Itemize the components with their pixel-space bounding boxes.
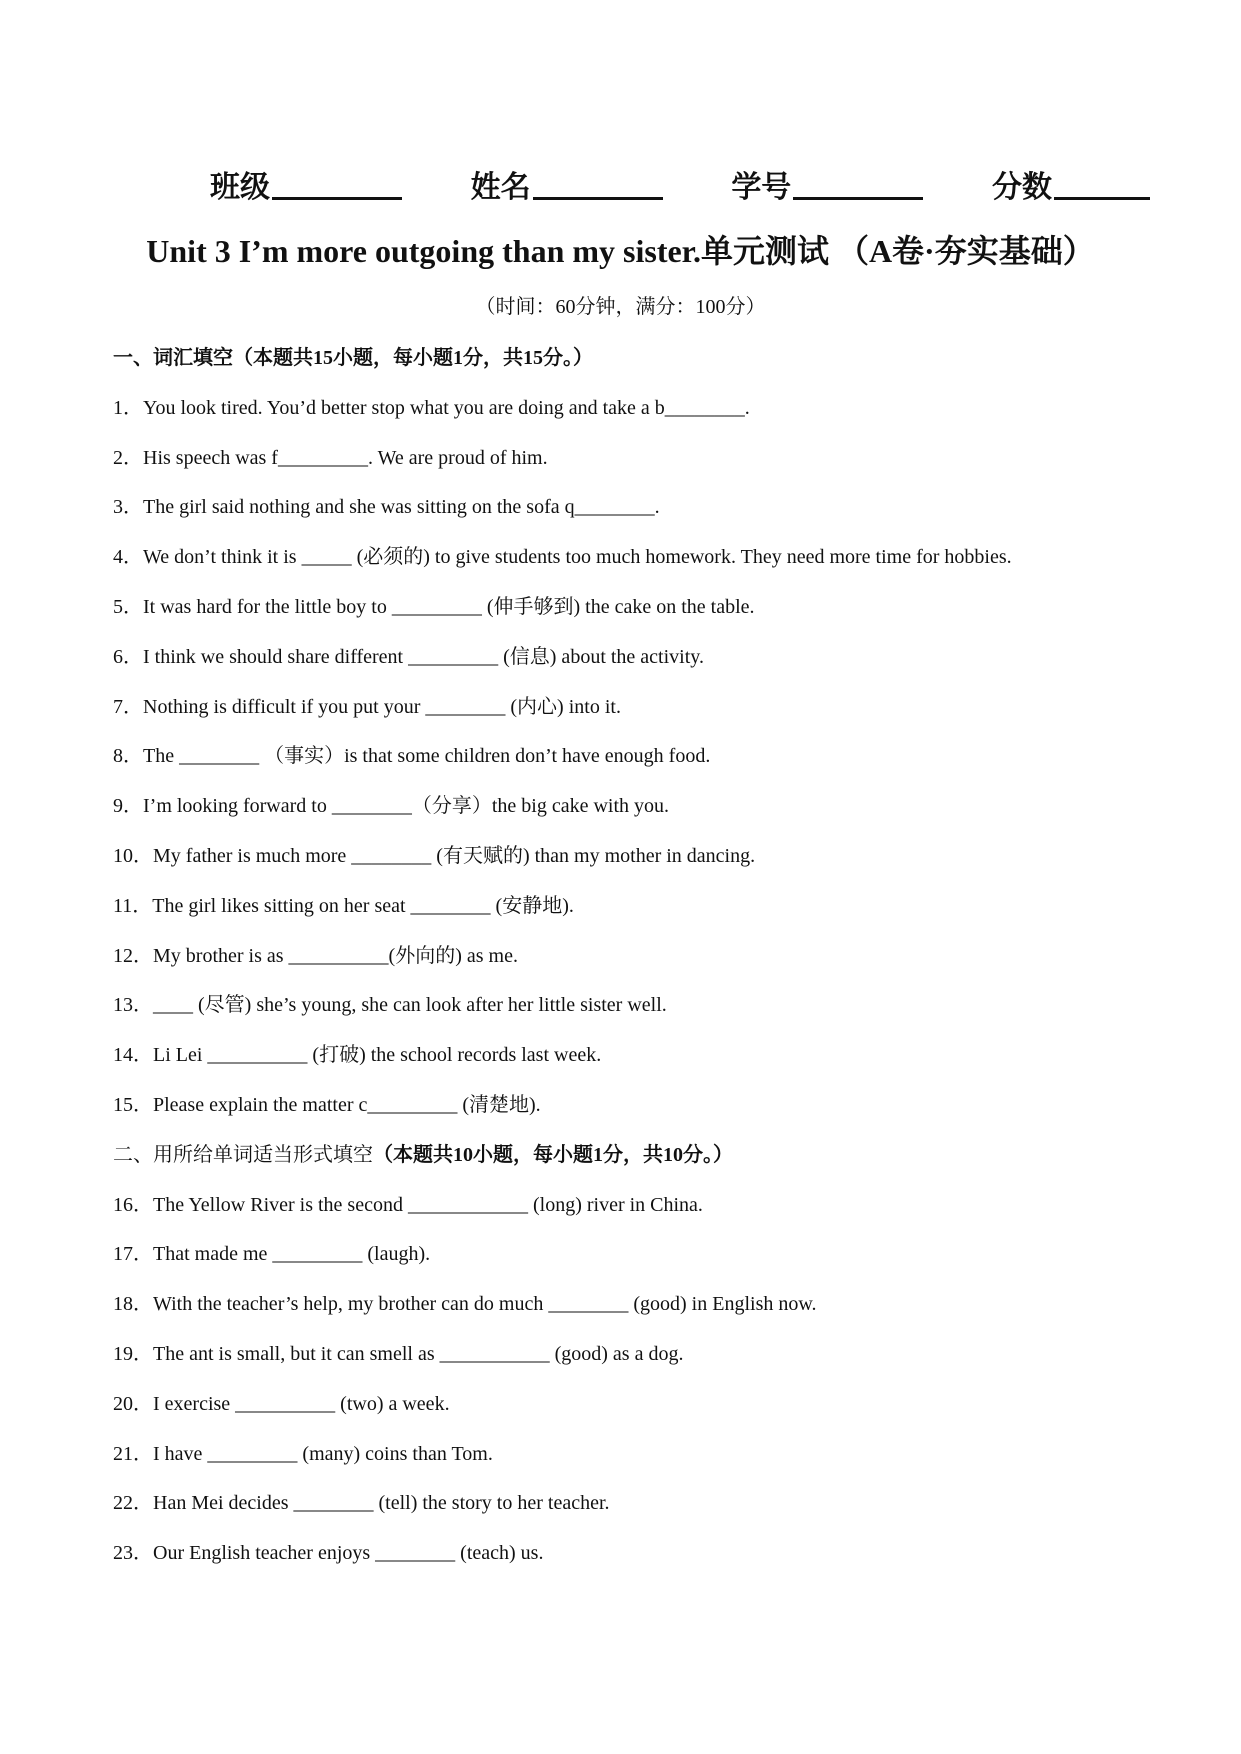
student-number-label: 学号: [731, 171, 792, 204]
question-item: [113, 1286, 1173, 1336]
section2-questions: [113, 1187, 1173, 1585]
question-item: [113, 1485, 1173, 1535]
question-text: With the teacher’s help, my brother can do much ________ (good) in English now.: [153, 1293, 817, 1316]
student-info-fields: [210, 160, 1150, 206]
question-text: We don’t think it is _____ (必须的) to give students too much homework. They need more time for hobbies.: [143, 546, 1012, 569]
question-item: [113, 1037, 1173, 1087]
exam-time-and-score: （时间：60分钟，满分：100分）: [475, 296, 766, 318]
question-number: 23．: [113, 1542, 153, 1565]
question-text: That made me _________ (laugh).: [153, 1243, 431, 1266]
question-number: 16．: [113, 1193, 153, 1216]
question-item: [113, 489, 1173, 539]
question-item: [113, 440, 1173, 490]
question-text: ____ (尽管) she’s young, she can look after her little sister well.: [153, 994, 667, 1017]
question-item: [113, 1535, 1173, 1585]
question-text: His speech was f_________. We are proud of him.: [143, 446, 548, 469]
question-number: 22．: [113, 1492, 153, 1515]
section1-questions: [113, 390, 1173, 1137]
question-number: 9．: [113, 795, 143, 818]
question-item: [113, 539, 1173, 589]
student-number-blank[interactable]: [793, 197, 923, 200]
question-item: [113, 589, 1173, 639]
question-text: The girl likes sitting on her seat ________ (安静地).: [152, 894, 574, 917]
class-field[interactable]: [210, 162, 402, 206]
question-text: I have _________ (many) coins than Tom.: [153, 1442, 493, 1465]
question-text: Han Mei decides ________ (tell) the story to her teacher.: [153, 1492, 610, 1515]
question-item: [113, 1336, 1173, 1386]
question-text: Nothing is difficult if you put your ________ (内心) into it.: [143, 695, 621, 718]
question-text: The ________ （事实）is that some children don’t have enough food.: [143, 745, 711, 768]
question-item: [113, 1087, 1173, 1137]
student-number-field[interactable]: [731, 162, 923, 206]
question-item: [113, 390, 1173, 440]
question-text: My brother is as __________(外向的) as me.: [153, 944, 518, 967]
class-label: 班级: [210, 171, 270, 204]
question-item: [113, 1436, 1173, 1486]
question-number: 20．: [113, 1392, 153, 1415]
question-text: Li Lei __________ (打破) the school records last week.: [153, 1044, 602, 1067]
question-number: 21．: [113, 1442, 153, 1465]
question-item: [113, 1386, 1173, 1436]
question-number: 12．: [113, 944, 153, 967]
score-blank[interactable]: [1054, 197, 1150, 200]
question-text: The girl said nothing and she was sitting on the sofa q________.: [143, 496, 660, 519]
question-item: [113, 838, 1173, 888]
question-text: Our English teacher enjoys ________ (teach) us.: [153, 1542, 544, 1565]
question-item: [113, 738, 1173, 788]
question-item: [113, 639, 1173, 689]
question-text: I exercise __________ (two) a week.: [153, 1392, 450, 1415]
question-number: 3．: [113, 496, 143, 519]
question-text: I think we should share different _________ (信息) about the activity.: [143, 645, 704, 668]
exam-content: [113, 340, 1173, 1585]
question-number: 8．: [113, 745, 143, 768]
question-number: 14．: [113, 1044, 153, 1067]
question-number: 13．: [113, 994, 153, 1017]
question-number: 18．: [113, 1293, 153, 1316]
score-label: 分数: [991, 171, 1052, 204]
name-blank[interactable]: [533, 197, 663, 200]
page-title: Unit 3 I’m more outgoing than my sister.单元测试 （A卷·夯实基础）: [146, 233, 1095, 269]
question-text: My father is much more ________ (有天赋的) than my mother in dancing.: [153, 844, 756, 867]
question-number: 2．: [113, 446, 143, 469]
section2-heading-title: 二、用所给单词适当形式填空: [113, 1143, 373, 1166]
question-text: You look tired. You’d better stop what you are doing and take a b________.: [143, 396, 750, 419]
section1-heading: 一、词汇填空（本题共15小题，每小题1分，共15分。）: [113, 347, 593, 369]
question-number: 15．: [113, 1093, 153, 1116]
section2-heading: [113, 1137, 1173, 1187]
question-number: 6．: [113, 645, 143, 668]
question-text: The ant is small, but it can smell as ___________ (good) as a dog.: [153, 1342, 684, 1365]
question-item: [113, 1236, 1173, 1286]
question-item: [113, 987, 1173, 1037]
question-number: 10．: [113, 844, 153, 867]
name-field[interactable]: [471, 162, 663, 206]
question-item: [113, 788, 1173, 838]
score-field[interactable]: [992, 162, 1150, 206]
question-number: 17．: [113, 1243, 153, 1266]
question-item: [113, 888, 1173, 938]
question-number: 1．: [113, 396, 143, 419]
question-number: 19．: [113, 1342, 153, 1365]
question-item: [113, 938, 1173, 988]
question-number: 7．: [113, 695, 143, 718]
question-text: It was hard for the little boy to _________ (伸手够到) the cake on the table.: [143, 595, 755, 618]
question-text: I’m looking forward to ________（分享）the big cake with you.: [143, 795, 670, 818]
name-label: 姓名: [470, 171, 531, 204]
question-number: 11．: [113, 894, 153, 917]
question-item: [113, 689, 1173, 739]
question-item: [113, 1187, 1173, 1237]
question-number: 5．: [113, 595, 143, 618]
section2-heading-scoring: （本题共10小题，每小题1分，共10分。）: [373, 1143, 733, 1166]
question-text: The Yellow River is the second ____________ (long) river in China.: [153, 1193, 703, 1216]
class-blank[interactable]: [272, 197, 402, 200]
question-number: 4．: [113, 546, 143, 569]
question-text: Please explain the matter c_________ (清楚地).: [153, 1093, 541, 1116]
